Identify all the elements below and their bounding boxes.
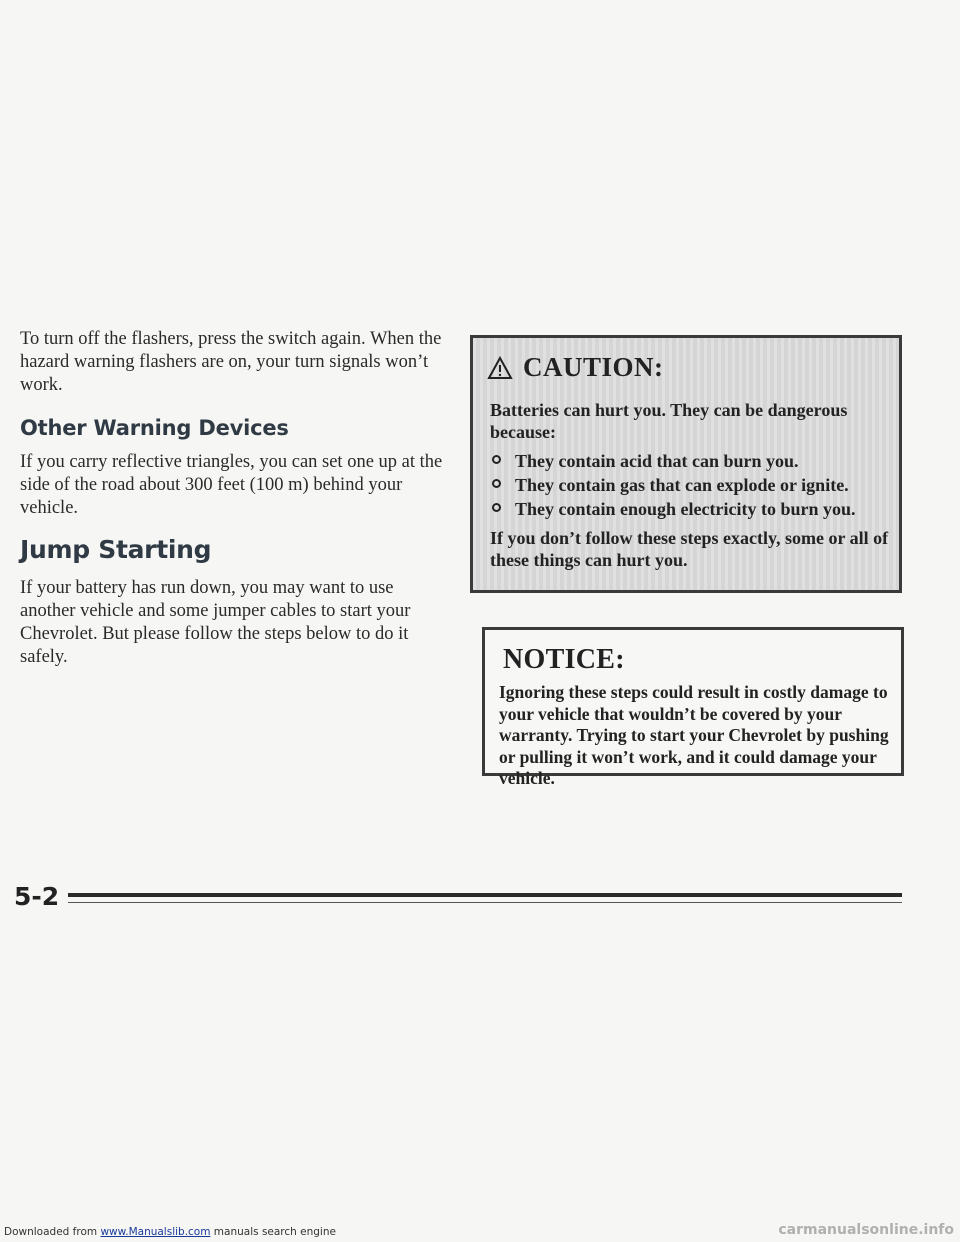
bullet-icon: [492, 455, 501, 464]
manualslib-link[interactable]: www.Manualslib.com: [100, 1226, 211, 1238]
caution-body: [490, 399, 895, 571]
download-footer: Downloaded from www.Manualslib.com manuals search engine: [4, 1226, 336, 1238]
bullet-icon: [492, 479, 501, 488]
heading-other-warning-devices: Other Warning Devices: [20, 416, 289, 440]
caution-list: [490, 450, 895, 520]
caution-header: [487, 352, 664, 383]
caution-title: CAUTION:: [523, 352, 664, 382]
warning-triangle-icon: [487, 356, 513, 380]
notice-box: [482, 627, 904, 788]
caution-closing: If you don’t follow these steps exactly, some or all of these things can hurt you.: [490, 528, 889, 570]
caution-list-item: They contain enough electricity to burn you.: [490, 498, 895, 520]
jump-starting-paragraph: If your battery has run down, you may want to use another vehicle and some jumper cables to start your Chevrolet. But please follow the steps below to do it safely.: [20, 578, 411, 667]
other-warning-paragraph: If you carry reflective triangles, you can set one up at the side of the road about 300 feet (100 m) behind your vehicle.: [20, 452, 443, 518]
left-column: [20, 328, 445, 669]
page-number: 5-2: [14, 882, 60, 911]
footer-rule: [68, 893, 902, 897]
notice-body: Ignoring these steps could result in costly damage to your vehicle that wouldn’t be covered by your warranty. Trying to start your Chevrolet by pushing or pulling it won’t work, and it could damage your vehicle.: [499, 682, 889, 788]
intro-paragraph: To turn off the flashers, press the switch again. When the hazard warning flashers are on, your turn signals won’t work.: [20, 329, 442, 395]
heading-jump-starting: Jump Starting: [20, 535, 212, 564]
caution-intro: Batteries can hurt you. They can be dangerous because:: [490, 400, 848, 442]
bullet-icon: [492, 503, 501, 512]
notice-title: NOTICE:: [503, 644, 625, 675]
caution-list-item: They contain gas that can explode or ignite.: [490, 474, 895, 496]
caution-list-item: They contain acid that can burn you.: [490, 450, 895, 472]
footer-rule-thin: [68, 902, 902, 903]
watermark: carmanualsonline.info: [778, 1222, 954, 1238]
caution-box: [470, 335, 902, 593]
